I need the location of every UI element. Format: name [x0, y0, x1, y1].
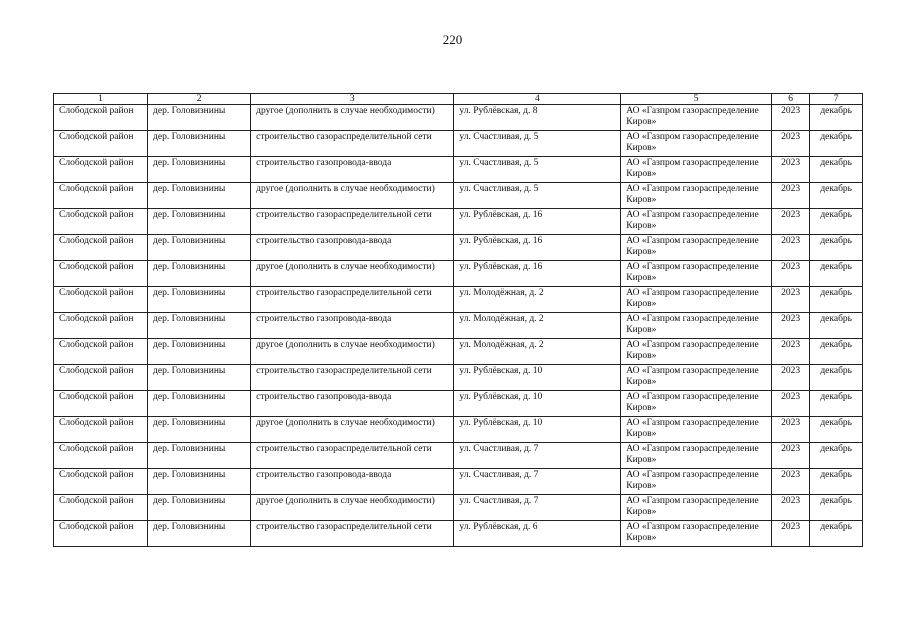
- page-number: 220: [442, 32, 463, 47]
- year-cell: 2023: [771, 391, 809, 417]
- organization-cell: АО «Газпром газораспределение Киров»: [621, 391, 772, 417]
- month-cell: декабрь: [810, 495, 863, 521]
- locality-cell: дер. Головизнины: [148, 339, 251, 365]
- organization-cell: АО «Газпром газораспределение Киров»: [621, 521, 772, 547]
- district-cell: Слободской район: [54, 105, 148, 131]
- month-cell: декабрь: [810, 365, 863, 391]
- year-cell: 2023: [771, 443, 809, 469]
- district-cell: Слободской район: [54, 469, 148, 495]
- work-type-cell: строительство газопровода-ввода: [251, 313, 454, 339]
- table-row: [54, 183, 863, 209]
- locality-cell: дер. Головизнины: [148, 287, 251, 313]
- work-type-cell: строительство газораспределительной сети: [251, 443, 454, 469]
- month-cell: декабрь: [810, 391, 863, 417]
- locality-cell: дер. Головизнины: [148, 183, 251, 209]
- address-cell: ул. Рублёвская, д. 10: [454, 391, 621, 417]
- month-cell: декабрь: [810, 261, 863, 287]
- district-cell: Слободской район: [54, 339, 148, 365]
- table-row: [54, 469, 863, 495]
- district-cell: Слободской район: [54, 183, 148, 209]
- month-cell: декабрь: [810, 105, 863, 131]
- district-cell: Слободской район: [54, 313, 148, 339]
- column-header-5: 5: [621, 94, 772, 105]
- column-header-4: 4: [454, 94, 621, 105]
- month-cell: декабрь: [810, 287, 863, 313]
- year-cell: 2023: [771, 105, 809, 131]
- month-cell: декабрь: [810, 443, 863, 469]
- column-header-7: 7: [810, 94, 863, 105]
- year-cell: 2023: [771, 313, 809, 339]
- table-row: [54, 157, 863, 183]
- district-cell: Слободской район: [54, 495, 148, 521]
- organization-cell: АО «Газпром газораспределение Киров»: [621, 209, 772, 235]
- organization-cell: АО «Газпром газораспределение Киров»: [621, 469, 772, 495]
- month-cell: декабрь: [810, 521, 863, 547]
- locality-cell: дер. Головизнины: [148, 417, 251, 443]
- organization-cell: АО «Газпром газораспределение Киров»: [621, 183, 772, 209]
- address-cell: ул. Рублёвская, д. 8: [454, 105, 621, 131]
- year-cell: 2023: [771, 339, 809, 365]
- address-cell: ул. Молодёжная, д. 2: [454, 313, 621, 339]
- district-cell: Слободской район: [54, 521, 148, 547]
- work-type-cell: другое (дополнить в случае необходимости): [251, 339, 454, 365]
- table-body: [54, 105, 863, 547]
- header-row: [54, 94, 863, 105]
- work-type-cell: строительство газопровода-ввода: [251, 469, 454, 495]
- locality-cell: дер. Головизнины: [148, 157, 251, 183]
- year-cell: 2023: [771, 495, 809, 521]
- district-cell: Слободской район: [54, 157, 148, 183]
- district-cell: Слободской район: [54, 417, 148, 443]
- organization-cell: АО «Газпром газораспределение Киров»: [621, 157, 772, 183]
- district-cell: Слободской район: [54, 131, 148, 157]
- month-cell: декабрь: [810, 131, 863, 157]
- locality-cell: дер. Головизнины: [148, 235, 251, 261]
- address-cell: ул. Счастливая, д. 7: [454, 495, 621, 521]
- address-cell: ул. Счастливая, д. 7: [454, 469, 621, 495]
- work-type-cell: другое (дополнить в случае необходимости): [251, 495, 454, 521]
- address-cell: ул. Молодёжная, д. 2: [454, 339, 621, 365]
- locality-cell: дер. Головизнины: [148, 495, 251, 521]
- organization-cell: АО «Газпром газораспределение Киров»: [621, 417, 772, 443]
- address-cell: ул. Молодёжная, д. 2: [454, 287, 621, 313]
- table-row: [54, 339, 863, 365]
- address-cell: ул. Счастливая, д. 5: [454, 157, 621, 183]
- month-cell: декабрь: [810, 469, 863, 495]
- address-cell: ул. Рублёвская, д. 16: [454, 235, 621, 261]
- month-cell: декабрь: [810, 183, 863, 209]
- column-header-6: 6: [771, 94, 809, 105]
- table-row: [54, 391, 863, 417]
- locality-cell: дер. Головизнины: [148, 365, 251, 391]
- locality-cell: дер. Головизнины: [148, 261, 251, 287]
- table-header: [54, 94, 863, 105]
- locality-cell: дер. Головизнины: [148, 313, 251, 339]
- month-cell: декабрь: [810, 339, 863, 365]
- month-cell: декабрь: [810, 417, 863, 443]
- table-row: [54, 521, 863, 547]
- work-type-cell: строительство газопровода-ввода: [251, 391, 454, 417]
- district-cell: Слободской район: [54, 443, 148, 469]
- work-type-cell: строительство газораспределительной сети: [251, 209, 454, 235]
- table-row: [54, 105, 863, 131]
- year-cell: 2023: [771, 131, 809, 157]
- organization-cell: АО «Газпром газораспределение Киров»: [621, 131, 772, 157]
- table-row: [54, 313, 863, 339]
- table-row: [54, 417, 863, 443]
- district-cell: Слободской район: [54, 235, 148, 261]
- year-cell: 2023: [771, 261, 809, 287]
- work-type-cell: другое (дополнить в случае необходимости): [251, 261, 454, 287]
- year-cell: 2023: [771, 183, 809, 209]
- district-cell: Слободской район: [54, 261, 148, 287]
- address-cell: ул. Рублёвская, д. 10: [454, 417, 621, 443]
- month-cell: декабрь: [810, 313, 863, 339]
- table-row: [54, 261, 863, 287]
- year-cell: 2023: [771, 417, 809, 443]
- organization-cell: АО «Газпром газораспределение Киров»: [621, 235, 772, 261]
- address-cell: ул. Счастливая, д. 5: [454, 183, 621, 209]
- district-cell: Слободской район: [54, 365, 148, 391]
- month-cell: декабрь: [810, 235, 863, 261]
- year-cell: 2023: [771, 365, 809, 391]
- year-cell: 2023: [771, 235, 809, 261]
- work-type-cell: другое (дополнить в случае необходимости): [251, 417, 454, 443]
- organization-cell: АО «Газпром газораспределение Киров»: [621, 261, 772, 287]
- address-cell: ул. Рублёвская, д. 16: [454, 209, 621, 235]
- organization-cell: АО «Газпром газораспределение Киров»: [621, 313, 772, 339]
- locality-cell: дер. Головизнины: [148, 443, 251, 469]
- year-cell: 2023: [771, 521, 809, 547]
- district-cell: Слободской район: [54, 209, 148, 235]
- organization-cell: АО «Газпром газораспределение Киров»: [621, 287, 772, 313]
- locality-cell: дер. Головизнины: [148, 105, 251, 131]
- locality-cell: дер. Головизнины: [148, 391, 251, 417]
- locality-cell: дер. Головизнины: [148, 521, 251, 547]
- locality-cell: дер. Головизнины: [148, 131, 251, 157]
- table-row: [54, 131, 863, 157]
- work-type-cell: строительство газораспределительной сети: [251, 287, 454, 313]
- work-type-cell: другое (дополнить в случае необходимости): [251, 105, 454, 131]
- year-cell: 2023: [771, 157, 809, 183]
- table-row: [54, 495, 863, 521]
- work-type-cell: строительство газораспределительной сети: [251, 131, 454, 157]
- locality-cell: дер. Головизнины: [148, 209, 251, 235]
- address-cell: ул. Рублёвская, д. 10: [454, 365, 621, 391]
- organization-cell: АО «Газпром газораспределение Киров»: [621, 365, 772, 391]
- organization-cell: АО «Газпром газораспределение Киров»: [621, 339, 772, 365]
- address-cell: ул. Рублёвская, д. 6: [454, 521, 621, 547]
- works-table: [53, 93, 863, 547]
- month-cell: декабрь: [810, 157, 863, 183]
- column-header-1: 1: [54, 94, 148, 105]
- work-type-cell: строительство газораспределительной сети: [251, 521, 454, 547]
- district-cell: Слободской район: [54, 287, 148, 313]
- work-type-cell: другое (дополнить в случае необходимости): [251, 183, 454, 209]
- column-header-3: 3: [251, 94, 454, 105]
- table-row: [54, 287, 863, 313]
- table-row: [54, 209, 863, 235]
- district-cell: Слободской район: [54, 391, 148, 417]
- work-type-cell: строительство газопровода-ввода: [251, 235, 454, 261]
- year-cell: 2023: [771, 469, 809, 495]
- address-cell: ул. Счастливая, д. 5: [454, 131, 621, 157]
- locality-cell: дер. Головизнины: [148, 469, 251, 495]
- table-row: [54, 365, 863, 391]
- address-cell: ул. Счастливая, д. 7: [454, 443, 621, 469]
- column-header-2: 2: [148, 94, 251, 105]
- month-cell: декабрь: [810, 209, 863, 235]
- year-cell: 2023: [771, 287, 809, 313]
- organization-cell: АО «Газпром газораспределение Киров»: [621, 105, 772, 131]
- table-row: [54, 235, 863, 261]
- work-type-cell: строительство газораспределительной сети: [251, 365, 454, 391]
- organization-cell: АО «Газпром газораспределение Киров»: [621, 443, 772, 469]
- table-row: [54, 443, 863, 469]
- organization-cell: АО «Газпром газораспределение Киров»: [621, 495, 772, 521]
- year-cell: 2023: [771, 209, 809, 235]
- work-type-cell: строительство газопровода-ввода: [251, 157, 454, 183]
- address-cell: ул. Рублёвская, д. 16: [454, 261, 621, 287]
